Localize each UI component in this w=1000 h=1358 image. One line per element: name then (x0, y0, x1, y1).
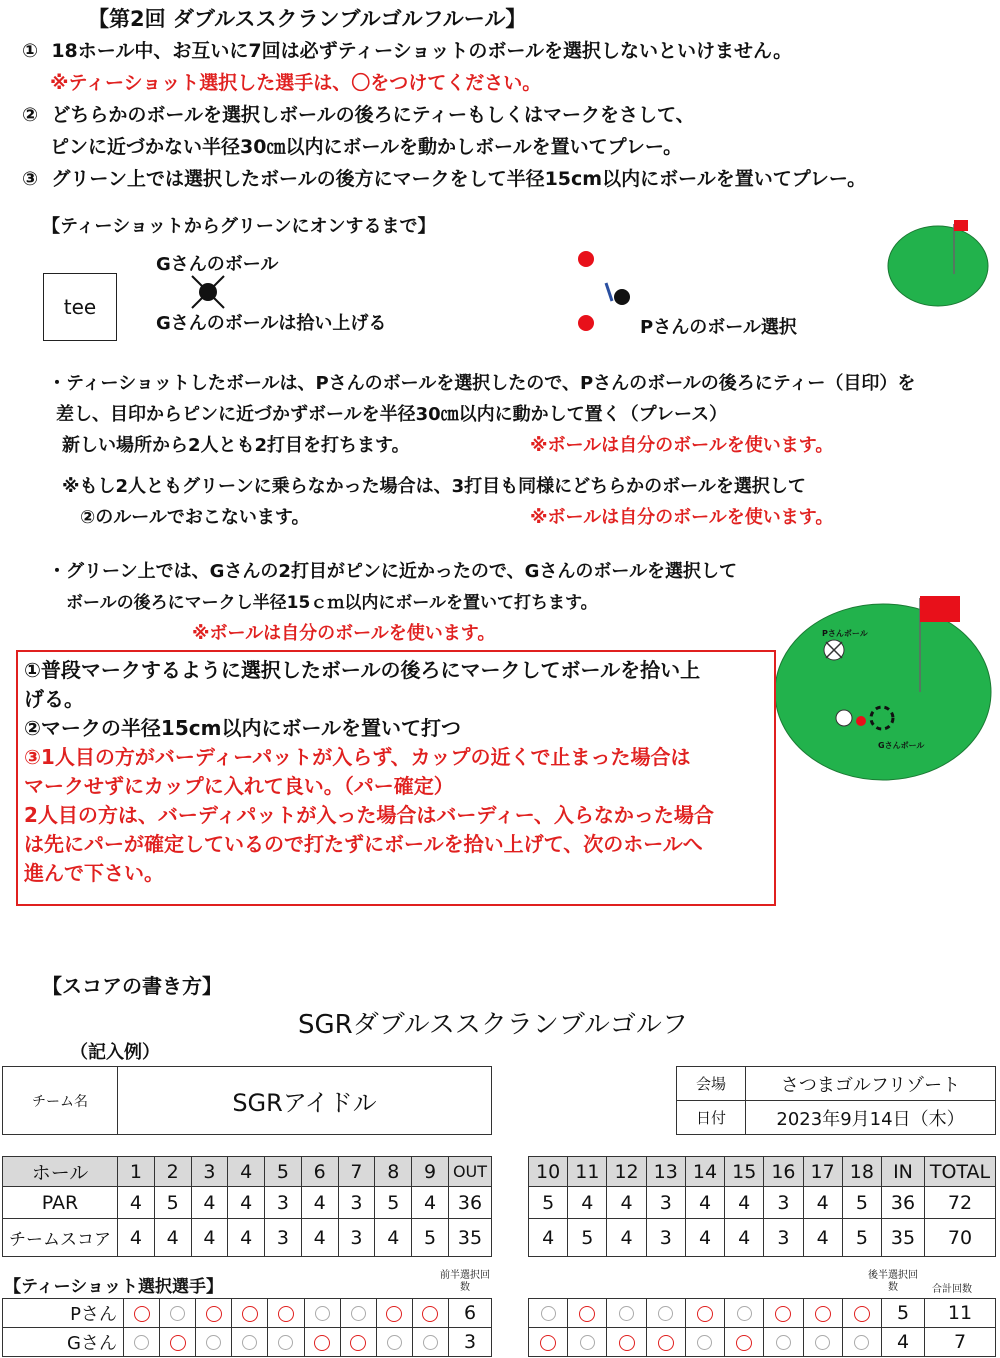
hole-number: 15 (725, 1157, 764, 1187)
par-value: 4 (685, 1187, 724, 1219)
green-icon (886, 216, 990, 308)
tee-selection-cell (376, 1328, 412, 1357)
tee-selection-cell (529, 1299, 568, 1328)
total-count: 11 (925, 1299, 996, 1328)
tee-selection-cell (842, 1328, 881, 1357)
selected-circle-icon (579, 1306, 595, 1322)
back-count: 4 (882, 1328, 925, 1357)
hole-number: 11 (568, 1157, 607, 1187)
hole-number: 8 (375, 1157, 412, 1187)
selected-circle-icon (422, 1306, 438, 1322)
par-value: 4 (118, 1187, 155, 1219)
selected-circle-icon (815, 1306, 831, 1322)
hole-number: 13 (646, 1157, 685, 1187)
team-score-label: チームスコア (3, 1219, 118, 1257)
hole-number: 5 (265, 1157, 302, 1187)
unselected-circle-icon (206, 1335, 221, 1350)
tee-selection-cell (340, 1299, 376, 1328)
red-ball-icon (578, 315, 594, 331)
team-score-value: 5 (842, 1219, 881, 1257)
tee-selection-cell (764, 1328, 803, 1357)
explain3-note: ※ボールは自分のボールを使います。 (192, 623, 496, 644)
team-score-value: 4 (375, 1219, 412, 1257)
tee-selection-heading: 【ティーショット選択選手】 (4, 1277, 223, 1297)
red-marker-icon (856, 716, 866, 726)
team-score-value: 4 (191, 1219, 228, 1257)
par-value: 4 (803, 1187, 842, 1219)
g-ball-label: Gさんのボール (156, 254, 279, 275)
unselected-circle-icon (776, 1335, 791, 1350)
venue-value: さつまゴルフリゾート (746, 1067, 996, 1101)
unselected-circle-icon (697, 1335, 712, 1350)
unselected-circle-icon (658, 1306, 673, 1321)
page-title: 【第2回 ダブルススクランブルゴルフルール】 (88, 7, 527, 31)
team-score-value: 3 (338, 1219, 375, 1257)
par-value: 4 (412, 1187, 449, 1219)
out-header: OUT (449, 1157, 492, 1187)
selected-circle-icon (775, 1306, 791, 1322)
par-total: 72 (925, 1187, 996, 1219)
tee-marker-icon (606, 283, 612, 301)
hole-header: ホール (3, 1157, 118, 1187)
back-nine-table (528, 1156, 996, 1257)
hole-number: 1 (118, 1157, 155, 1187)
unselected-circle-icon (351, 1306, 366, 1321)
tee-selection-cell (196, 1299, 232, 1328)
tee-selection-cell (803, 1328, 842, 1357)
par-label: PAR (3, 1187, 118, 1219)
team-name: SGRアイドル (118, 1067, 492, 1135)
par-value: 3 (338, 1187, 375, 1219)
tee-selection-cell (124, 1299, 160, 1328)
g-ball-crossed-icon (188, 272, 228, 312)
tee-selection-cell (725, 1299, 764, 1328)
selected-circle-icon (134, 1306, 150, 1322)
team-score-value: 4 (529, 1219, 568, 1257)
unselected-circle-icon (387, 1335, 402, 1350)
tee-selection-cell (160, 1299, 196, 1328)
team-score-value: 4 (154, 1219, 191, 1257)
hole-number: 7 (338, 1157, 375, 1187)
score-heading: 【スコアの書き方】 (42, 974, 222, 998)
selected-circle-icon (386, 1306, 402, 1322)
explain2-line2: ②のルールでおこないます。 (80, 507, 310, 528)
player-name: Gさん (3, 1328, 124, 1357)
team-table (2, 1066, 492, 1135)
par-value: 4 (607, 1187, 646, 1219)
team-score-value: 4 (118, 1219, 155, 1257)
hole-number: 10 (529, 1157, 568, 1187)
explain2-line1: ※もし2人ともグリーンに乗らなかった場合は、3打目も同様にどちらかのボールを選択して (62, 476, 806, 497)
unselected-circle-icon (423, 1335, 438, 1350)
explain3-line2: ボールの後ろにマークし半径15ｃｍ以内にボールを置いて打ちます。 (66, 593, 598, 613)
tee-selection-cell (304, 1328, 340, 1357)
par-value: 5 (529, 1187, 568, 1219)
flag-icon (954, 220, 968, 231)
tee-selection-cell (232, 1299, 268, 1328)
g-ball-pickup-label: Gさんのボールは拾い上げる (156, 313, 387, 334)
par-in: 36 (882, 1187, 925, 1219)
team-score-value: 3 (646, 1219, 685, 1257)
tee-selection-cell (412, 1299, 448, 1328)
selected-circle-icon (278, 1306, 294, 1322)
team-score-value: 4 (607, 1219, 646, 1257)
tee-selection-cell (124, 1328, 160, 1357)
tee-selection-cell (607, 1299, 646, 1328)
par-value: 4 (228, 1187, 265, 1219)
explain1-line3: 新しい場所から2人とも2打目を打ちます。 (62, 435, 410, 456)
total-header: TOTAL (925, 1157, 996, 1187)
tee-selection-cell (803, 1299, 842, 1328)
red-ball-icon (578, 251, 594, 267)
team-score-value: 5 (412, 1219, 449, 1257)
rule-2: ② どちらかのボールを選択しボールの後ろにティーもしくはマークをさして、 (22, 104, 695, 126)
par-value: 5 (842, 1187, 881, 1219)
white-ball-icon (836, 710, 852, 726)
tee-selection-cell (646, 1299, 685, 1328)
hole-number: 17 (803, 1157, 842, 1187)
selected-circle-icon (206, 1306, 222, 1322)
front-nine-table (2, 1156, 492, 1257)
team-score-value: 4 (803, 1219, 842, 1257)
back-tee-table (528, 1298, 996, 1357)
selected-circle-icon (658, 1335, 674, 1351)
team-score-value: 4 (725, 1219, 764, 1257)
hole-number: 4 (228, 1157, 265, 1187)
explain1-line2: 差し、目印からピンに近づかずボールを半径30㎝以内に動かして置く（プレース） (56, 404, 728, 425)
total-count: 7 (925, 1328, 996, 1357)
putting-rules-text (24, 656, 714, 888)
back-count: 5 (882, 1299, 925, 1328)
tee-selection-cell (685, 1328, 724, 1357)
unselected-circle-icon (134, 1335, 149, 1350)
team-score-out: 35 (449, 1219, 492, 1257)
putting-rule-line: げる。 (24, 687, 84, 711)
tee-selection-cell (725, 1328, 764, 1357)
tee-box (43, 273, 117, 341)
tee-selection-cell (340, 1328, 376, 1357)
team-score-value: 4 (228, 1219, 265, 1257)
tee-selection-cell (842, 1299, 881, 1328)
g-ball-label: Gさんボール (878, 741, 925, 750)
rule-1-note: ※ティーショット選択した選手は、〇をつけてください。 (50, 72, 542, 94)
tee-selection-cell (196, 1328, 232, 1357)
putting-rule-line: ③1人目の方がバーディーパットが入らず、カップの近くで止まった場合は (24, 745, 691, 769)
tee-selection-cell (764, 1299, 803, 1328)
putting-rule-line: ②マークの半径15cm以内にボールを置いて打つ (24, 716, 462, 740)
p-ball-icon (614, 289, 630, 305)
selected-circle-icon (854, 1306, 870, 1322)
venue-label: 会場 (677, 1067, 746, 1101)
tee-selection-cell (529, 1328, 568, 1357)
unselected-circle-icon (315, 1306, 330, 1321)
unselected-circle-icon (170, 1306, 185, 1321)
tee-selection-cell (412, 1328, 448, 1357)
selected-circle-icon (314, 1335, 330, 1351)
example-label: （記入例） (70, 1042, 160, 1063)
front-tee-table (2, 1298, 492, 1357)
par-out: 36 (449, 1187, 492, 1219)
par-value: 3 (265, 1187, 302, 1219)
par-value: 5 (154, 1187, 191, 1219)
hole-number: 6 (301, 1157, 338, 1187)
scorecard-title: SGRダブルススクランブルゴルフ (298, 1010, 688, 1040)
tee-selection-cell (232, 1328, 268, 1357)
tee-selection-cell (160, 1328, 196, 1357)
date-value: 2023年9月14日（木） (746, 1101, 996, 1135)
hole-number: 18 (842, 1157, 881, 1187)
tee-selection-cell (646, 1328, 685, 1357)
team-score-value: 3 (764, 1219, 803, 1257)
unselected-circle-icon (854, 1335, 869, 1350)
par-value: 3 (764, 1187, 803, 1219)
ball-positions-diagram (570, 245, 640, 340)
selected-circle-icon (619, 1335, 635, 1351)
team-score-in: 35 (882, 1219, 925, 1257)
front-count: 3 (449, 1328, 492, 1357)
par-value: 3 (646, 1187, 685, 1219)
unselected-circle-icon (541, 1306, 556, 1321)
team-score-value: 4 (685, 1219, 724, 1257)
front-count-label: 前半選択回数 (440, 1270, 490, 1293)
selected-circle-icon (170, 1335, 186, 1351)
p-ball-selected-label: Pさんのボール選択 (640, 317, 797, 338)
team-score-value: 5 (568, 1219, 607, 1257)
total-count-label: 合計回数 (932, 1284, 972, 1295)
par-value: 4 (725, 1187, 764, 1219)
selected-circle-icon (350, 1335, 366, 1351)
tee-selection-cell (685, 1299, 724, 1328)
player-name: Pさん (3, 1299, 124, 1328)
explain1-line1: ・ティーショットしたボールは、Pさんのボールを選択したので、Pさんのボールの後ろにティー（目印）を (48, 373, 916, 394)
unselected-circle-icon (580, 1335, 595, 1350)
explain2-note: ※ボールは自分のボールを使います。 (530, 507, 834, 528)
team-score-total: 70 (925, 1219, 996, 1257)
selected-circle-icon (540, 1335, 556, 1351)
putting-rule-line: 進んで下さい。 (24, 861, 164, 885)
hole-number: 9 (412, 1157, 449, 1187)
putting-rule-line: マークせずにカップに入れて良い。（パー確定） (24, 774, 454, 798)
flag-icon (920, 596, 960, 622)
team-label: チーム名 (3, 1067, 118, 1135)
back-count-label: 後半選択回数 (868, 1270, 918, 1293)
venue-table (676, 1066, 996, 1135)
tee-selection-cell (568, 1299, 607, 1328)
selected-circle-icon (736, 1335, 752, 1351)
tee-label: tee (63, 295, 97, 319)
unselected-circle-icon (815, 1335, 830, 1350)
team-score-value: 3 (265, 1219, 302, 1257)
date-label: 日付 (677, 1101, 746, 1135)
rule-1: ① 18ホール中、お互いに7回は必ずティーショットのボールを選択しないといけません。 (22, 40, 793, 62)
tee-selection-cell (568, 1328, 607, 1357)
unselected-circle-icon (737, 1306, 752, 1321)
hole-number: 12 (607, 1157, 646, 1187)
putting-rule-line: ①普段マークするように選択したボールの後ろにマークしてボールを拾い上 (24, 658, 701, 682)
par-value: 4 (568, 1187, 607, 1219)
tee-selection-cell (268, 1299, 304, 1328)
selected-circle-icon (242, 1306, 258, 1322)
tee-selection-cell (376, 1299, 412, 1328)
in-header: IN (882, 1157, 925, 1187)
front-count: 6 (449, 1299, 492, 1328)
putting-rule-line: 2人目の方は、バーディパットが入った場合はバーディー、入らなかった場合 (24, 803, 714, 827)
rule-3: ③ グリーン上では選択したボールの後方にマークをして半径15cm以内にボールを置いてプレー。 (22, 168, 867, 190)
hole-number: 3 (191, 1157, 228, 1187)
hole-number: 14 (685, 1157, 724, 1187)
par-value: 4 (301, 1187, 338, 1219)
putting-rule-line: は先にパーが確定しているので打たずにボールを拾い上げて、次のホールへ (24, 832, 703, 856)
rule-2-cont: ピンに近づかない半径30㎝以内にボールを動かしボールを置いてプレー。 (50, 136, 683, 158)
par-value: 4 (191, 1187, 228, 1219)
hole-number: 2 (154, 1157, 191, 1187)
unselected-circle-icon (278, 1335, 293, 1350)
diagram-heading: 【ティーショットからグリーンにオンするまで】 (42, 216, 436, 237)
selected-circle-icon (697, 1306, 713, 1322)
p-ball-label: Pさんボール (822, 629, 868, 638)
unselected-circle-icon (619, 1306, 634, 1321)
unselected-circle-icon (242, 1335, 257, 1350)
par-value: 5 (375, 1187, 412, 1219)
hole-number: 16 (764, 1157, 803, 1187)
explain1-note: ※ボールは自分のボールを使います。 (530, 435, 834, 456)
tee-selection-cell (304, 1299, 340, 1328)
green-putting-diagram (772, 592, 994, 788)
explain3-line1: ・グリーン上では、Gさんの2打目がピンに近かったので、Gさんのボールを選択して (48, 561, 737, 582)
tee-selection-cell (268, 1328, 304, 1357)
team-score-value: 4 (301, 1219, 338, 1257)
tee-selection-cell (607, 1328, 646, 1357)
